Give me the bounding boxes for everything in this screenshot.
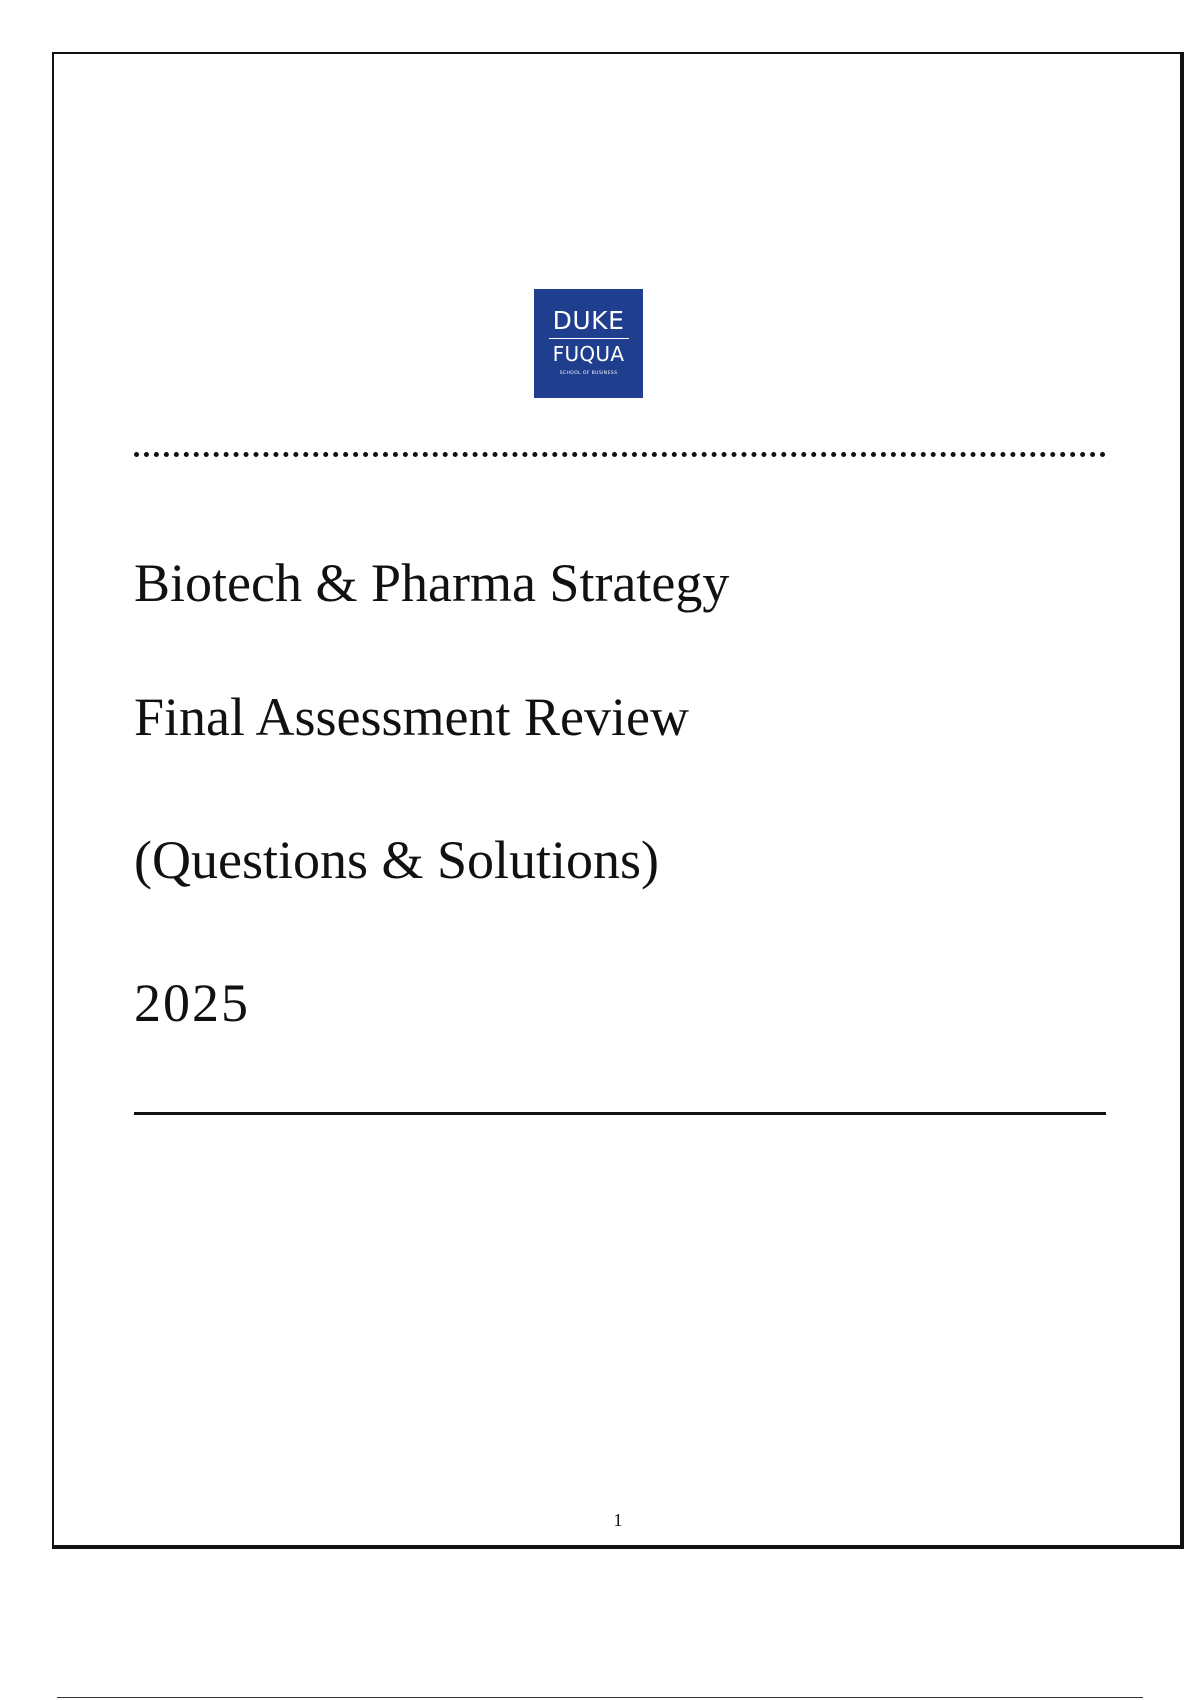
solid-divider: [134, 1112, 1106, 1115]
document-subtitle: Final Assessment Review: [134, 687, 689, 747]
document-year: 2025: [134, 973, 250, 1033]
duke-fuqua-logo: [534, 289, 643, 398]
dotted-divider: [134, 452, 1106, 457]
logo-text-school: SCHOOL OF BUSINESS: [559, 371, 618, 376]
page-number: 1: [613, 1510, 623, 1530]
logo-text-fuqua: FUQUA: [552, 342, 625, 366]
page-frame: [52, 52, 1184, 1549]
logo-text-duke: DUKE: [552, 306, 625, 335]
next-page-edge: [57, 1697, 1143, 1698]
document-title: Biotech & Pharma Strategy: [134, 553, 730, 613]
document-subtitle-note: (Questions & Solutions): [134, 830, 660, 890]
logo-divider: [549, 338, 629, 339]
